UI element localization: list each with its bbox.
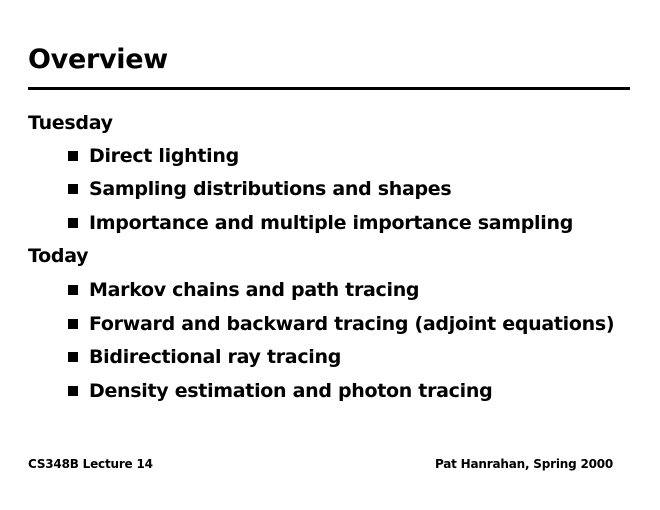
list-item <box>68 313 614 335</box>
list-item <box>68 346 341 368</box>
section-heading-tuesday: Tuesday <box>28 112 113 134</box>
list-item-label: Direct lighting <box>89 145 239 167</box>
list-item <box>68 178 451 200</box>
square-bullet-icon <box>68 285 78 295</box>
square-bullet-icon <box>68 386 78 396</box>
list-item-label: Bidirectional ray tracing <box>89 346 342 368</box>
footer-course-label: CS348B Lecture 14 <box>28 457 153 471</box>
list-item <box>68 279 419 301</box>
square-bullet-icon <box>68 352 78 362</box>
square-bullet-icon <box>68 184 78 194</box>
list-item-label: Forward and backward tracing (adjoint equations) <box>89 313 615 335</box>
list-item-label: Density estimation and photon tracing <box>89 380 493 402</box>
list-item-label: Importance and multiple importance sampling <box>89 212 574 234</box>
list-item-label: Markov chains and path tracing <box>89 279 420 301</box>
slide-title: Overview <box>28 44 168 75</box>
section-heading-today: Today <box>28 245 89 267</box>
square-bullet-icon <box>68 319 78 329</box>
footer-author-label: Pat Hanrahan, Spring 2000 <box>435 457 614 471</box>
list-item-label: Sampling distributions and shapes <box>89 178 452 200</box>
list-item <box>68 145 239 167</box>
square-bullet-icon <box>68 218 78 228</box>
list-item <box>68 212 573 234</box>
list-item <box>68 380 492 402</box>
title-divider <box>28 87 630 90</box>
square-bullet-icon <box>68 151 78 161</box>
